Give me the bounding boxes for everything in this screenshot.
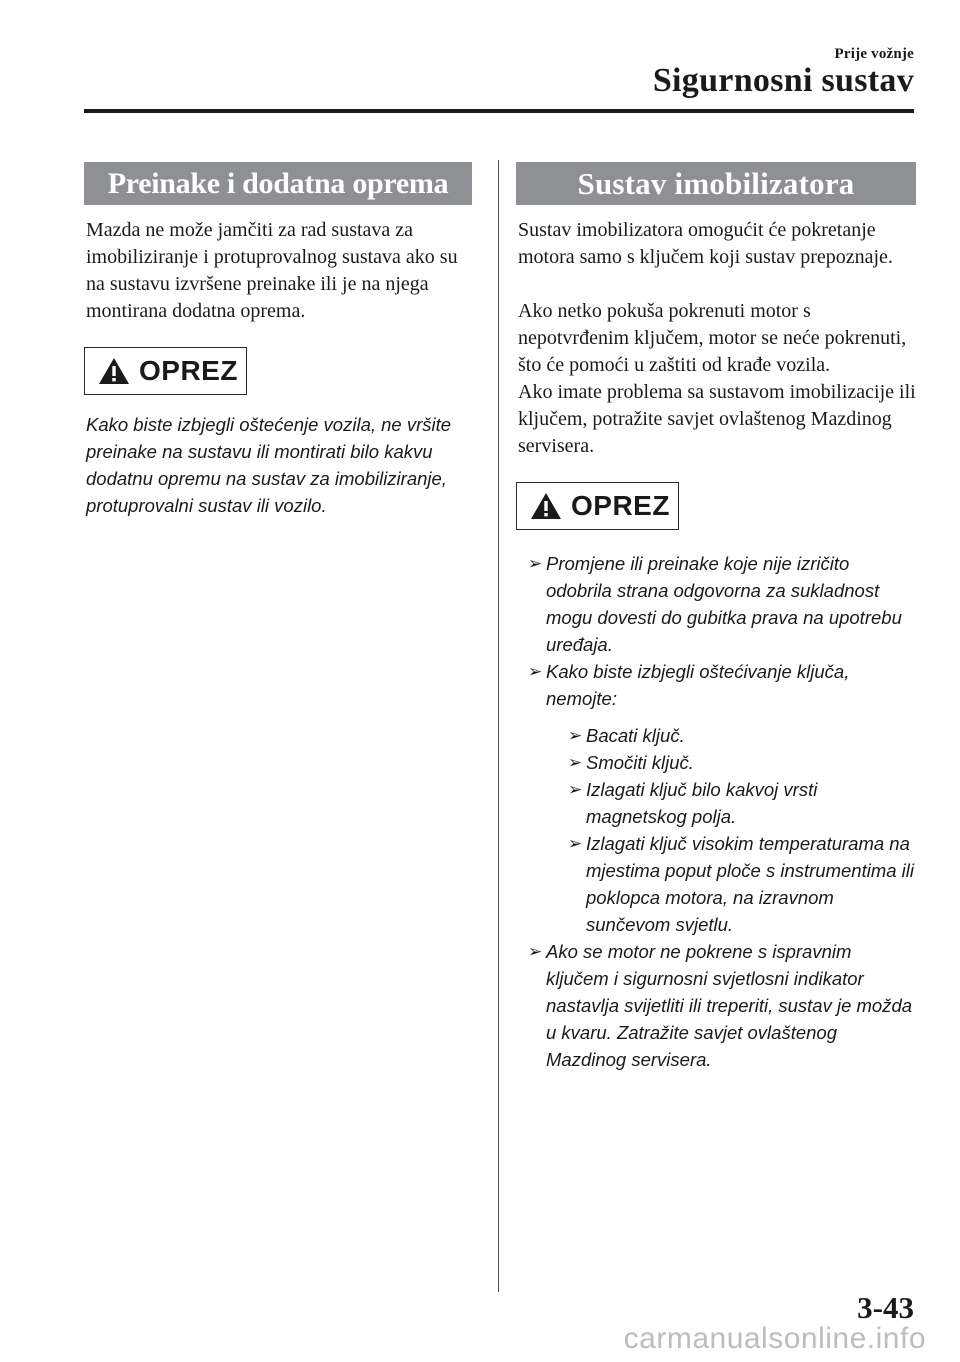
bullet-text: Kako biste izbjegli oštećivanje ključa, nemojte: [546, 661, 850, 709]
sub-bullet-text: Smočiti ključ. [586, 752, 694, 773]
list-item [566, 722, 916, 749]
arrowhead-bullet-icon: ➢ [568, 834, 583, 853]
list-item [566, 749, 916, 776]
column-divider [498, 160, 499, 1292]
header-section-label: Prije vožnje [834, 46, 914, 62]
list-item [566, 776, 916, 830]
arrowhead-bullet-icon: ➢ [568, 726, 583, 745]
warning-triangle-icon [97, 356, 131, 386]
right-caution-label: OPREZ [571, 490, 670, 521]
page-number: 3-43 [857, 1290, 914, 1325]
warning-triangle-icon [529, 491, 563, 521]
arrowhead-bullet-icon: ➢ [528, 554, 543, 573]
sub-bullet-text: Bacati ključ. [586, 725, 685, 746]
sub-bullet-text: Izlagati ključ bilo kakvoj vrsti magnetskog polja. [586, 779, 818, 827]
header-chapter-title: Sigurnosni sustav [652, 62, 914, 99]
right-section-heading: Sustav imobilizatora [516, 162, 916, 205]
sub-bullet-list [546, 722, 916, 938]
header-rule [84, 109, 914, 113]
caution-bullet-list [516, 550, 916, 1073]
right-column [516, 162, 916, 1073]
list-item [566, 830, 916, 938]
left-caution-text: Kako biste izbjegli oštećenje vozila, ne vršite preinake na sustavu ili montirati bilo kakvu dodatnu opremu na sustav za imobiliziranje, protuprovalni sustav ili vozilo. [86, 414, 452, 516]
arrowhead-bullet-icon: ➢ [528, 942, 543, 961]
right-paragraph-3: Ako imate problema sa sustavom imobilizacije ili ključem, potražite savjet ovlaštenog Mazdinog servisera. [518, 381, 916, 457]
left-column [84, 162, 472, 519]
right-caution-box [516, 482, 679, 530]
right-paragraph-1: Sustav imobilizatora omogućit će pokretanje motora samo s ključem koji sustav prepoznaje. [518, 219, 893, 268]
list-item [516, 658, 916, 938]
left-body-text: Mazda ne može jamčiti za rad sustava za imobiliziranje i protuprovalnog sustava ako su na sustavu izvršene preinake ili je na njega montirana dodatna oprema. [86, 219, 458, 322]
arrowhead-bullet-icon: ➢ [568, 753, 583, 772]
list-item [516, 550, 916, 658]
left-section-heading: Preinake i dodatna oprema [84, 162, 472, 205]
site-watermark: carmanualsonline.info [623, 1322, 926, 1355]
bullet-text: Promjene ili preinake koje nije izričito odobrila strana odgovorna za sukladnost mogu dovesti do gubitka prava na upotrebu uređaja. [546, 553, 902, 655]
left-caution-label: OPREZ [139, 355, 238, 386]
sub-bullet-text: Izlagati ključ visokim temperaturama na mjestima poput ploče s instrumentima ili poklopca motora, na izravnom sunčevom svjetlu. [586, 833, 914, 935]
arrowhead-bullet-icon: ➢ [528, 662, 543, 681]
right-paragraph-2: Ako netko pokuša pokrenuti motor s nepotvrđenim ključem, motor se neće pokrenuti, što će pomoći u zaštiti od krađe vozila. [518, 300, 907, 376]
list-item [516, 938, 916, 1073]
left-caution-box [84, 347, 247, 395]
bullet-text: Ako se motor ne pokrene s ispravnim ključem i sigurnosni svjetlosni indikator nastavlja svijetliti ili treperiti, sustav je možda u kvaru. Zatražite savjet ovlaštenog Mazdinog servisera. [546, 941, 913, 1070]
arrowhead-bullet-icon: ➢ [568, 780, 583, 799]
paragraph-gap [516, 271, 916, 298]
